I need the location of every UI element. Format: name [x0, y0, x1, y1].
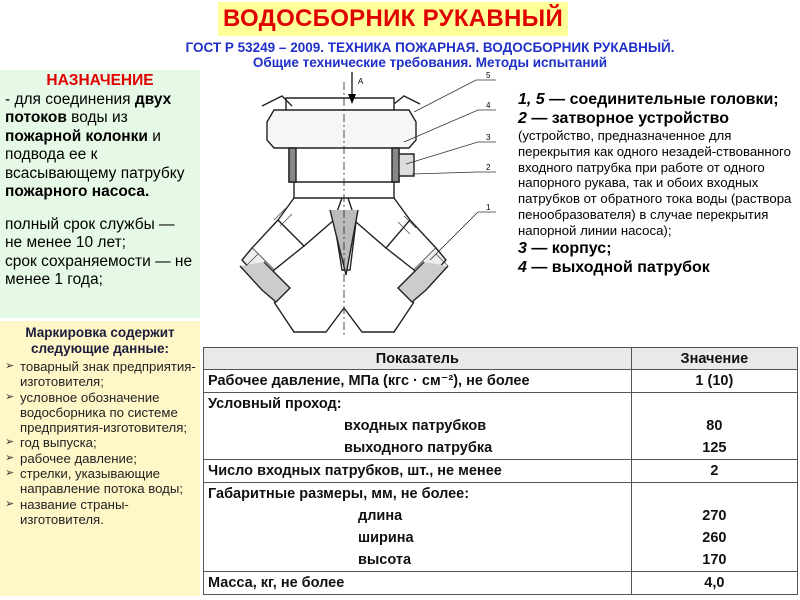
marking-panel — [0, 321, 200, 596]
legend-item-2: 2 — затворное устройство — [518, 110, 729, 127]
arrow-bullet-icon: ➢ — [5, 436, 15, 449]
subtitle-line-2: Общие технические требования. Методы испытаний — [252, 55, 608, 70]
purpose-heading: НАЗНАЧЕНИЕ — [46, 72, 154, 89]
standard-subtitle — [60, 40, 800, 70]
title-banner — [218, 2, 568, 36]
table-row — [204, 483, 798, 572]
callout-5: 5 — [486, 71, 491, 80]
row-value: 270 260 170 — [631, 483, 797, 572]
callout-1: 1 — [486, 203, 491, 212]
row-value: 2 — [631, 460, 797, 483]
column-header: Значение — [631, 348, 797, 370]
table-header-row — [204, 348, 798, 370]
list-item: ➢ условное обозначение водосборника по системе предприятия-изготовителя; — [5, 389, 187, 436]
list-item: ➢ стрелки, указывающие направление потока воды; — [5, 466, 184, 497]
arrow-bullet-icon: ➢ — [5, 467, 15, 480]
arrow-label: А — [358, 77, 364, 86]
parts-legend — [518, 90, 800, 277]
list-item: ➢ название страны-изготовителя. — [5, 496, 129, 527]
arrow-bullet-icon: ➢ — [5, 497, 15, 510]
row-value: 4,0 — [631, 572, 797, 595]
legend-item-4: 4 — выходной патрубок — [518, 258, 710, 276]
marking-heading: Маркировка содержит следующие данные: — [25, 325, 175, 356]
legend-item-1: 1, 5 — соединительные головки; — [518, 91, 779, 108]
purpose-bold-3: пожарного насоса. — [5, 183, 150, 200]
arrow-bullet-icon: ➢ — [5, 451, 15, 464]
row-label: Рабочее давление, МПа (кгс · см⁻²), не более — [204, 370, 632, 393]
arrow-bullet-icon: ➢ — [5, 390, 15, 403]
row-label: Условный проход: входных патрубков выходного патрубка — [204, 393, 632, 460]
purpose-bold-1: двух потоков — [5, 90, 172, 126]
collector-drawing — [234, 70, 508, 346]
service-life: полный срок службы — не менее 10 лет; — [5, 215, 175, 251]
purpose-text — [5, 91, 195, 202]
callout-2: 2 — [486, 163, 491, 172]
list-item: ➢ рабочее давление; — [5, 450, 137, 466]
marking-list — [4, 359, 196, 527]
purpose-bold-2: пожарной колонки — [5, 127, 148, 145]
row-value: 1 (10) — [631, 370, 797, 393]
row-label: Габаритные размеры, мм, не более: длина ширина высота — [204, 483, 632, 572]
flow-arrow-icon — [348, 72, 356, 104]
legend-item-2-description: (устройство, предназначенное для перекрытия как одного незадей-ствованного входного патрубка при работе от одного напорного рукава, так и обоих входных патрубков от обратного тока воды (раствора пенообразователя) в случае перекрытия напорной линии насоса); — [518, 128, 792, 238]
subtitle-line-1: ГОСТ Р 53249 – 2009. ТЕХНИКА ПОЖАРНАЯ. ВОДОСБОРНИК РУКАВНЫЙ. — [185, 40, 675, 55]
list-item: ➢ товарный знак предприятия-изготовителя; — [5, 359, 196, 390]
table-row — [204, 460, 798, 483]
purpose-panel — [0, 70, 200, 318]
row-label: Число входных патрубков, шт., не менее — [204, 460, 632, 483]
table-row — [204, 393, 798, 460]
callout-3: 3 — [486, 133, 491, 142]
purpose-text-3: и подвода ее к всасывающему патрубку — [5, 127, 185, 182]
row-value: 80 125 — [631, 393, 797, 460]
purpose-text-1: - для соединения — [5, 90, 135, 108]
table-row — [204, 572, 798, 595]
arrow-bullet-icon: ➢ — [5, 360, 15, 372]
row-label: Масса, кг, не более — [204, 572, 632, 595]
specs-table — [203, 347, 798, 595]
table-row — [204, 370, 798, 393]
callout-4: 4 — [486, 101, 491, 110]
shelf-life: срок сохраняемости — не менее 1 года; — [5, 252, 193, 288]
legend-item-3: 3 — корпус; — [518, 239, 612, 257]
purpose-text-2: воды из — [66, 109, 128, 126]
page-title: ВОДОСБОРНИК РУКАВНЫЙ — [222, 5, 564, 32]
list-item: ➢ год выпуска; — [5, 435, 97, 451]
column-header: Показатель — [204, 348, 632, 370]
